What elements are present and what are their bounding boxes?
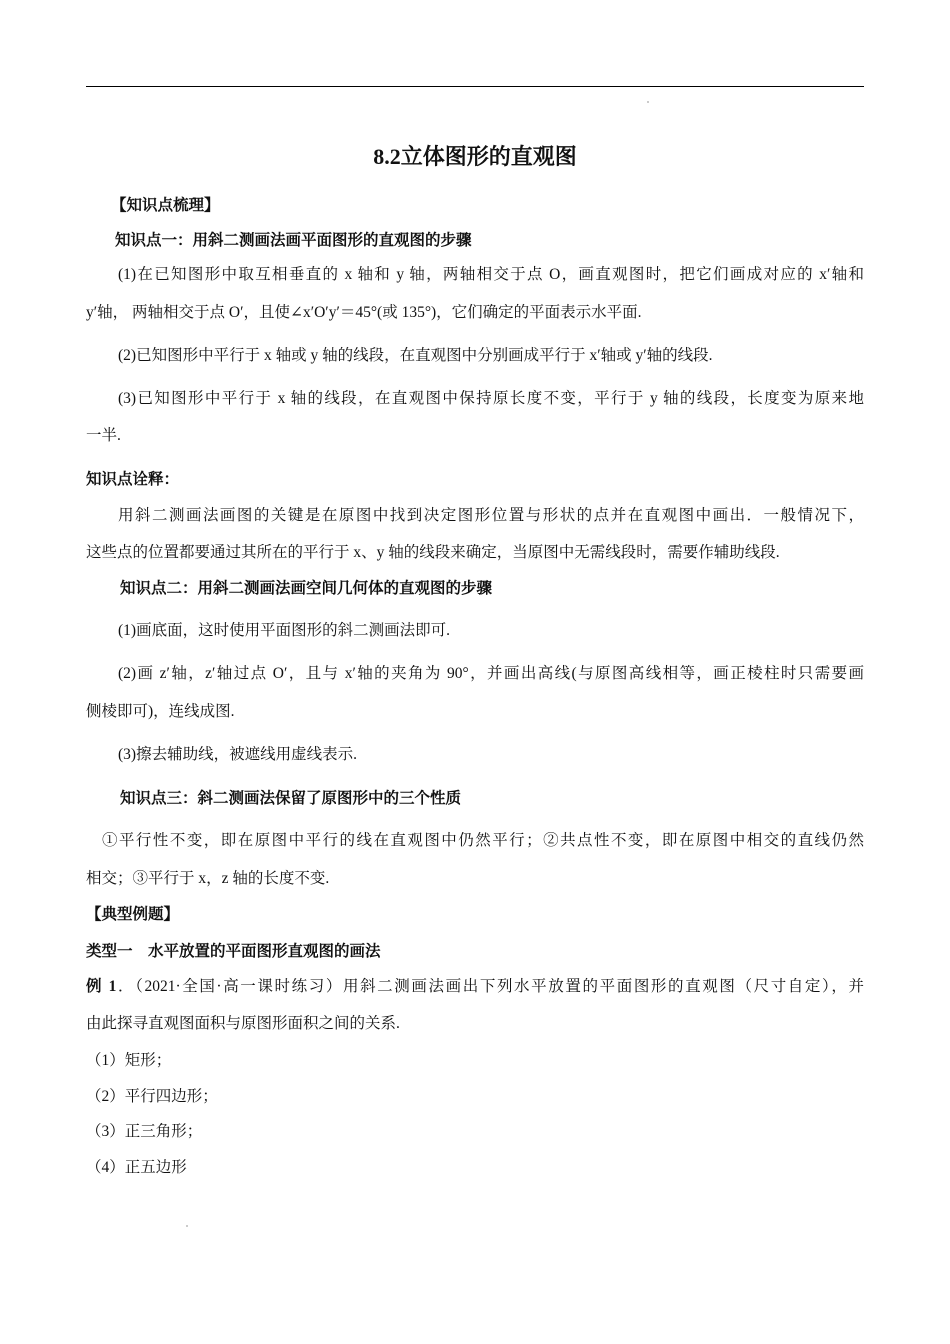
example1-item: （4）正五边形 xyxy=(86,1159,187,1176)
kp1-heading: 知识点一：用斜二测画法画平面图形的直观图的步骤 xyxy=(115,232,472,249)
kp2-step3: (3)擦去辅助线，被遮线用虚线表示. xyxy=(118,746,357,763)
kp2-step1: (1)画底面，这时使用平面图形的斜二测画法即可. xyxy=(118,622,450,639)
kp1-step3-line2: 一半. xyxy=(86,427,121,444)
kp1-step3-line1: (3)已知图形中平行于 x 轴的线段，在直观图中保持原长度不变，平行于 y 轴的线段，长度变为原来地 xyxy=(118,390,864,407)
kp3-heading: 知识点三：斜二测画法保留了原图形中的三个性质 xyxy=(120,790,462,807)
header-rule xyxy=(86,86,864,87)
example1-label: 例 1 xyxy=(86,978,117,995)
kp3-line2: 相交；③平行于 x，z 轴的长度不变. xyxy=(86,870,330,887)
page-title: 8.2立体图形的直观图 xyxy=(373,144,577,169)
section-examples-heading: 【典型例题】 xyxy=(86,906,180,923)
kp3-line1: ①平行性不变，即在原图中平行的线在直观图中仍然平行；②共点性不变，即在原图中相交的直线仍然 xyxy=(102,832,864,849)
example1-item: （1）矩形； xyxy=(86,1052,172,1069)
example1-item: （2）平行四边形； xyxy=(86,1088,218,1105)
kp2-heading: 知识点二：用斜二测画法画空间几何体的直观图的步骤 xyxy=(120,580,493,597)
example1-item: （3）正三角形； xyxy=(86,1123,203,1140)
example1-text: ．（2021·全国·高一课时练习）用斜二测画法画出下列水平放置的平面图形的直观图（尺寸自定），并 xyxy=(116,978,864,995)
scan-dot xyxy=(647,101,649,103)
kp2-step2-line2: 侧棱即可)，连线成图. xyxy=(86,703,235,720)
kp2-step2-line1: (2)画 z′轴，z′轴过点 O′，且与 x′轴的夹角为 90°，并画出高线(与原图高线相等，画正棱柱时只需要画 xyxy=(118,665,864,682)
note-line1: 用斜二测画法画图的关键是在原图中找到决定图形位置与形状的点并在直观图中画出．一般情况下， xyxy=(118,507,864,524)
kp1-step1-line1: (1)在已知图形中取互相垂直的 x 轴和 y 轴，两轴相交于点 O，画直观图时，把它们画成对应的 x′轴和 xyxy=(118,266,864,283)
kp1-step1-line2: y′轴， 两轴相交于点 O′，且使∠x′O′y′＝45°(或 135°)，它们确定的平面表示水平面. xyxy=(86,304,642,321)
section-review-heading: 【知识点梳理】 xyxy=(111,197,220,214)
example1-line2: 由此探寻直观图面积与原图形面积之间的关系. xyxy=(86,1015,400,1032)
type1-heading: 类型一 水平放置的平面图形直观图的画法 xyxy=(86,943,381,960)
note-line2: 这些点的位置都要通过其所在的平行于 x、y 轴的线段来确定，当原图中无需线段时，需要作辅助线段. xyxy=(86,544,780,561)
kp1-step2: (2)已知图形中平行于 x 轴或 y 轴的线段，在直观图中分别画成平行于 x′轴或 y′轴的线段. xyxy=(118,347,713,364)
note-heading: 知识点诠释： xyxy=(86,471,180,488)
example1-line1 xyxy=(86,976,864,998)
scan-dot xyxy=(186,1225,188,1227)
